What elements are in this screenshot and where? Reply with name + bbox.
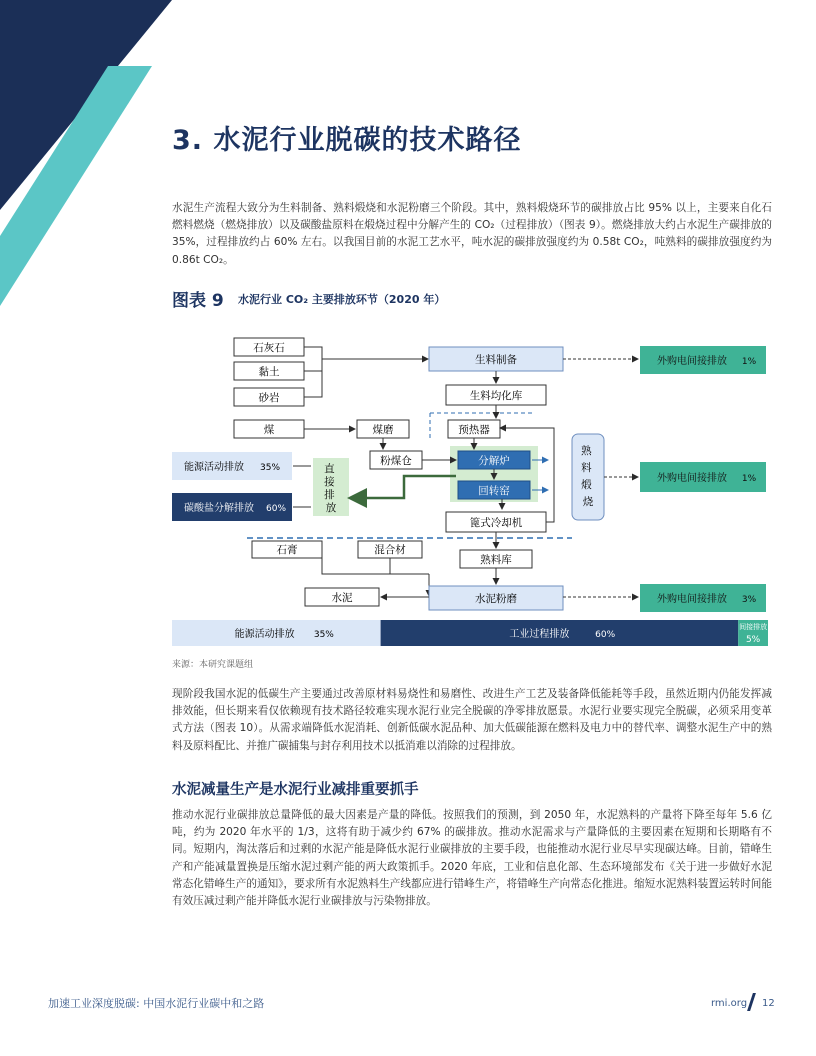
section-title: 3. 水泥行业脱碳的技术路径 [172,125,522,156]
paragraph-two: 现阶段我国水泥的低碳生产主要通过改善原材料易烧性和易磨性、改进生产工艺及装备降低能耗等手段，虽然近期内仍能发挥减排效能，但长期来看仅依赖现有技术路径较难实现水泥行业完全脱碳的净零排放愿景。水泥行业要实现完全脱碳，必须采用变革式方法（图表 10）。从需求端降低水泥消耗、创新低碳水泥品种、加大低碳能源在燃料及电力中的替代率、调整水泥生产中的熟料及原料配比、并推广碳捕集与封存利用技术以抵消难以消除的过程排放。 [172,688,772,752]
raw-prep-label: 生料制备 [475,354,517,366]
carbonate-emission-label: 碳酸盐分解排放 [184,503,254,514]
direct-emission-arrow [352,476,456,498]
preheater-label: 预热器 [458,424,490,436]
footer-slash [747,993,756,1011]
input-limestone-label: 石灰石 [253,342,285,354]
energy-emission-pct: 35% [260,463,281,473]
paragraph-three: 推动水泥行业碳排放总量降低的最大因素是产量的降低。按照我们的预测，到 2050 年，水泥熟料的产量将下降至每年 5.6 亿吨，约为 2020 年水平的 1/3，这将有助于减少约 67% 的碳排放。推动水泥需求与产量降低的主要因素在短期和长期略有不同。短期内，淘汰落后和过剩的水泥产能是降低水泥行业碳排放的主要手段，也能推动水泥行业尽早实现碳达峰。目前，错峰生产和产能减量置换是压缩水泥过剩产能的两大政策抓手。2020 年底，工业和信息化部、生态环境部发布《关于进一步做好水泥常态化错峰生产的通知》，要求所有水泥熟料生产线都应进行错峰生产，将错峰生产向常态化推进。缩短水泥熟料装置运转时间能有效压减过剩产能并降低水泥行业碳排放与污染物排放。 [172,809,772,908]
energy-emission-label: 能源活动排放 [184,462,244,473]
coal-mill-label: 煤磨 [372,424,394,436]
intro-paragraph: 水泥生产流程大致分为生料制备、熟料煅烧和水泥粉磨三个阶段。其中，熟料煅烧环节的碳排放占比 95% 以上，主要来自化石燃料燃烧（燃烧排放）以及碳酸盐原料在煅烧过程中分解产生的 CO₂（过程排放）（图表 9）。燃烧排放大约占水泥生产碳排放的 35%，过程排放约占 60% 左右。以我国目前的水泥工艺水平，吨水泥的碳排放强度约为 0.58t CO₂，吨熟料的碳排放强度约为 0.86t CO₂。 [172,202,772,266]
bar-energy-pct: 35% [313,630,334,640]
bar-process-pct: 60% [595,630,616,640]
input-connector [304,347,322,397]
indirect-grind-label: 外购电间接排放 [657,594,727,605]
indirect-grind-pct: 3% [741,595,757,605]
input-admixture-label: 混合材 [374,544,406,556]
raw-homog-label: 生料均化库 [469,390,523,402]
indirect-calc-label: 外购电间接排放 [657,473,727,484]
emission-share-bar [172,620,768,646]
bar-indirect-pct: 5% [745,635,761,645]
cement-mill-label: 水泥粉磨 [475,593,517,605]
cement-label: 水泥 [331,592,353,604]
connector-gypsum [322,558,429,574]
carbonate-emission-pct: 60% [266,504,287,514]
indirect-calc-pct: 1% [741,474,757,484]
calciner-label: 分解炉 [478,455,510,467]
page-number: 12 [762,998,775,1009]
bar-energy-label: 能源活动排放 [234,629,295,640]
indirect-raw-pct: 1% [741,357,757,367]
direct-emission-char: 直 [324,463,335,475]
corner-decoration [0,0,200,320]
input-gypsum-label: 石膏 [276,544,298,556]
input-coal-label: 煤 [263,424,275,436]
footer-report-title: 加速工业深度脱碳: 中国水泥行业碳中和之路 [48,997,265,1010]
subheading: 水泥减量生产是水泥行业减排重要抓手 [172,782,419,798]
direct-emission-char: 接 [324,476,335,488]
direct-emission-char: 放 [325,502,337,514]
figure-title: 水泥行业 CO₂ 主要排放环节（2020 年） [238,293,446,306]
direct-emission-char: 排 [324,489,335,501]
bar-indirect-label: 间接排放 [739,623,768,631]
clinker-calcination-char: 熟 [581,445,592,457]
footer-site: rmi.org [711,998,748,1009]
input-sandstone-label: 砂岩 [258,392,280,404]
figure-source: 来源：本研究课题组 [172,660,254,670]
clinker-calcination-char: 烧 [582,496,594,508]
emission-flow-diagram [172,330,772,650]
bar-process-label: 工业过程排放 [509,629,570,640]
coal-bin-label: 粉煤仓 [380,455,412,467]
clinker-calcination-char: 料 [581,462,592,474]
clinker-store-label: 熟料库 [480,554,512,566]
indirect-raw-label: 外购电间接排放 [657,356,727,367]
cooler-label: 篦式冷却机 [469,517,523,529]
kiln-label: 回转窑 [478,485,510,497]
clinker-calcination-char: 煅 [581,479,592,491]
input-clay-label: 黏土 [258,366,280,378]
figure-number: 图表 9 [172,291,224,311]
